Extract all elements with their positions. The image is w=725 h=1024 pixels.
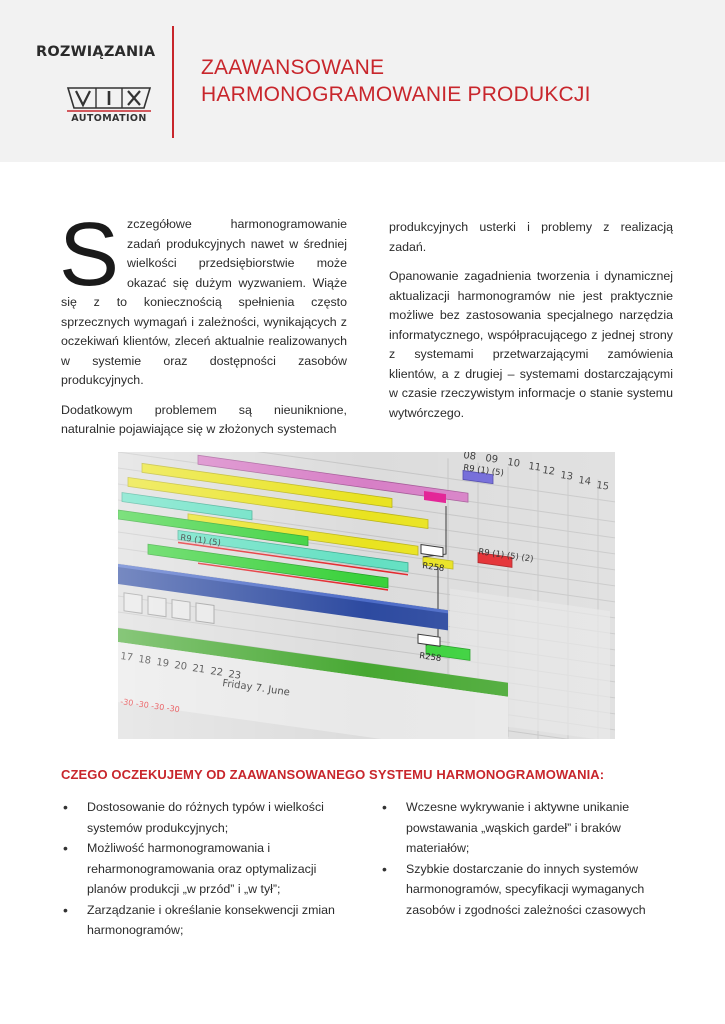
expectations-list-right bbox=[380, 797, 676, 920]
body-column-left bbox=[59, 205, 347, 450]
expectations-list-left bbox=[61, 797, 357, 941]
list-item: • Wczesne wykrywanie i aktywne unikanie powstawania „wąskich gardeł” i braków materiałów; bbox=[380, 797, 676, 859]
list-item: • Szybkie dostarczanie do innych systemów harmonogramów, specyfikacji wymaganych zasobów i zgodności zależności czasowych bbox=[380, 859, 676, 921]
logo-subtext: AUTOMATION bbox=[71, 113, 147, 124]
paragraph-problems-cont: produkcyjnych usterki i problemy z realizacją zadań. bbox=[389, 220, 673, 254]
page-title bbox=[201, 54, 591, 108]
list-item: • Zarządzanie i określanie konsekwencji zmian harmonogramów; bbox=[61, 900, 357, 941]
header-divider bbox=[172, 26, 174, 138]
expectations-heading: CZEGO OCZEKUJEMY OD ZAAWANSOWANEGO SYSTEMU HARMONOGRAMOWANIA: bbox=[61, 767, 605, 782]
gantt-chart-photo bbox=[118, 452, 615, 739]
paragraph-intro bbox=[59, 205, 347, 391]
section-label: ROZWIĄZANIA bbox=[36, 44, 156, 60]
title-line-2: HARMONOGRAMOWANIE PRODUKCJI bbox=[201, 83, 591, 106]
paragraph-problems: Dodatkowym problemem są nieuniknione, naturalnie pojawiające się w złożonych systemach bbox=[61, 402, 347, 436]
list-item: • Możliwość harmonogramowania i reharmonogramowania oraz optymalizacji planów produkcji „w przód” i „w tył”; bbox=[61, 838, 357, 900]
gantt-chart-graphic bbox=[118, 452, 615, 739]
title-line-1: ZAAWANSOWANE bbox=[201, 56, 385, 79]
drop-cap: S bbox=[59, 205, 120, 305]
list-item: • Dostosowanie do różnych typów i wielkości systemów produkcyjnych; bbox=[61, 797, 357, 838]
paragraph-solution: Opanowanie zagadnienia tworzenia i dynamicznej aktualizacji harmonogramów nie jest praktycznie możliwe bez zastosowania specjalnego narzędzia informatycznego, współpracującego z jednej strony z systemami przetwarzającymi zamówienia klientów, a z drugiej – systemami dostarczającymi w czasie rzeczywistym informacje o stanie systemu wytwórczego. bbox=[389, 269, 673, 420]
body-column-right bbox=[389, 218, 673, 433]
paragraph-intro-text: zczegółowe harmonogramowanie zadań produkcyjnych nawet w średniej wielkości przedsiębiorstwie może okazać się dużym wyzwaniem. Wiąże się z to koniecznością spełnienia często sprzecznych wymagań i zależności, wynikających z oczekiwań klientów, zleceń aktualnie realizowanych w systemie oraz dostępności zasobów produkcyjnych. bbox=[61, 217, 347, 387]
